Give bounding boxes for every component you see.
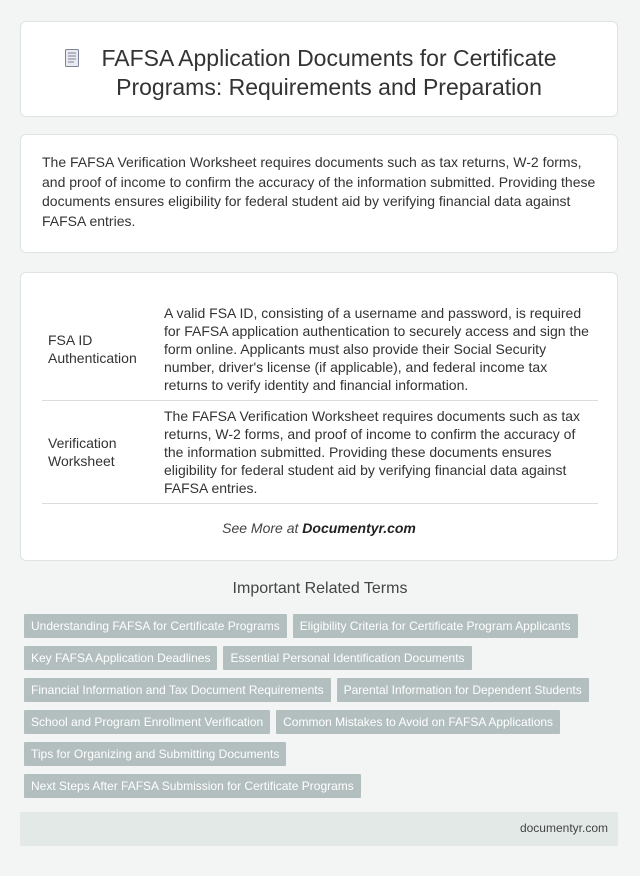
- related-terms-list: [24, 614, 624, 806]
- related-term-tag[interactable]: Tips for Organizing and Submitting Documents: [24, 742, 286, 766]
- related-terms-heading: Important Related Terms: [232, 580, 408, 597]
- see-more-prefix: See More at: [222, 520, 303, 536]
- row-term: FSA ID Authentication: [42, 298, 156, 401]
- row-description: A valid FSA ID, consisting of a username and password, is required for FAFSA application authentication to securely access and sign the form online. Applicants must also provide their Social Security number, driver's license (if applicable), and federal income tax returns to verify identity and financial information.: [156, 298, 598, 401]
- footer: [20, 812, 618, 846]
- related-term-tag[interactable]: Common Mistakes to Avoid on FAFSA Applications: [276, 710, 560, 734]
- details-table: [42, 298, 598, 504]
- related-term-tag[interactable]: Eligibility Criteria for Certificate Program Applicants: [293, 614, 578, 638]
- title-card: [20, 21, 618, 117]
- footer-site-link[interactable]: documentyr.com: [519, 821, 608, 835]
- details-card: [20, 272, 618, 561]
- summary-text: The FAFSA Verification Worksheet requires documents such as tax returns, W-2 forms, and proof of income to confirm the accuracy of the information submitted. Providing these documents ensures eligibility for federal student aid by verifying financial data against FAFSA entries.: [42, 154, 596, 229]
- page-title: FAFSA Application Documents for Certificate Programs: Requirements and Preparation: [101, 45, 557, 100]
- summary-card: [20, 134, 618, 253]
- related-term-tag[interactable]: Financial Information and Tax Document Requirements: [24, 678, 331, 702]
- table-row: [42, 401, 598, 504]
- related-term-tag[interactable]: Understanding FAFSA for Certificate Programs: [24, 614, 287, 638]
- related-term-tag[interactable]: Next Steps After FAFSA Submission for Certificate Programs: [24, 774, 361, 798]
- row-description: The FAFSA Verification Worksheet requires documents such as tax returns, W-2 forms, and proof of income to confirm the accuracy of the information submitted. Providing these documents ensures eligibility for federal student aid by verifying financial data against FAFSA entries.: [156, 401, 598, 504]
- see-more-link[interactable]: [21, 520, 617, 536]
- related-term-tag[interactable]: Parental Information for Dependent Students: [337, 678, 589, 702]
- related-term-tag[interactable]: Key FAFSA Application Deadlines: [24, 646, 217, 670]
- related-term-tag[interactable]: School and Program Enrollment Verification: [24, 710, 270, 734]
- see-more-brand: Documentyr.com: [302, 520, 416, 536]
- related-term-tag[interactable]: Essential Personal Identification Documents: [223, 646, 471, 670]
- row-term: Verification Worksheet: [42, 401, 156, 504]
- table-row: [42, 298, 598, 401]
